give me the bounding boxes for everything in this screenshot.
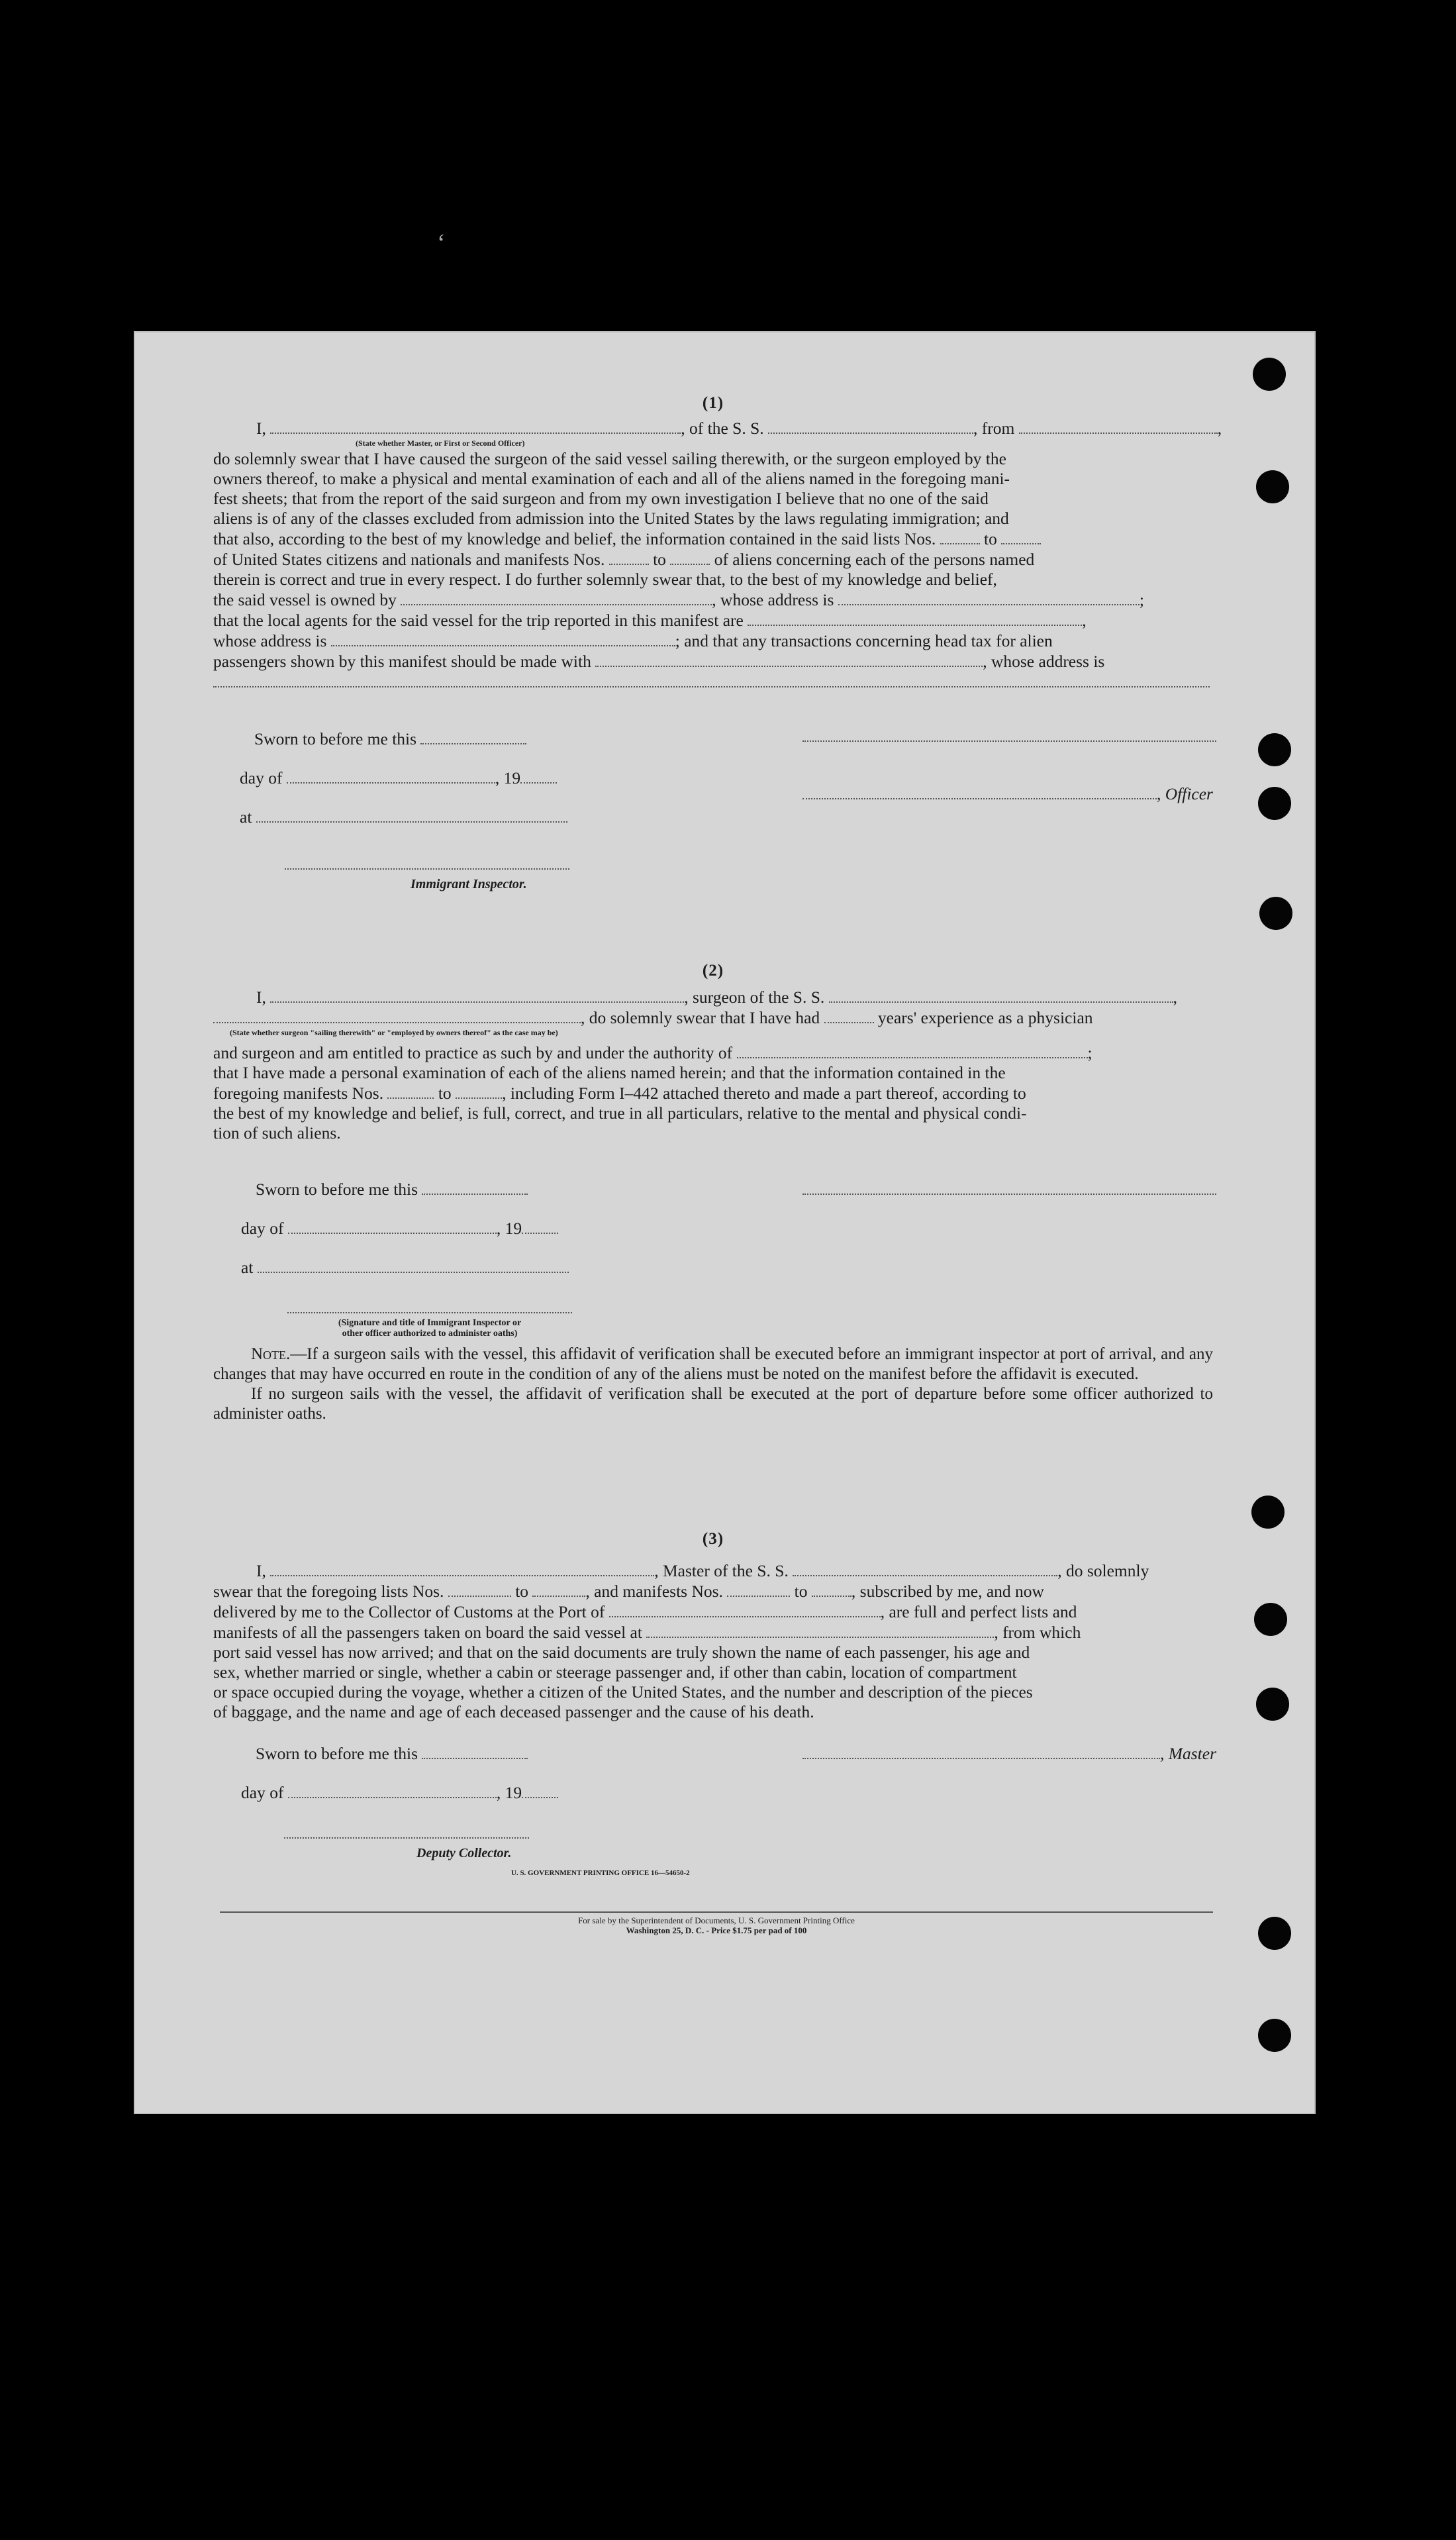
section-number: (3): [702, 1530, 724, 1548]
text: , including Form I–442 attached thereto and made a part thereof, according to: [502, 1084, 1026, 1103]
surgeon-status-field[interactable]: [213, 1007, 581, 1023]
text: , from: [973, 419, 1015, 438]
text: , surgeon of the S. S.: [684, 988, 825, 1007]
text: , whose address is: [983, 652, 1105, 671]
sworn-place-field[interactable]: [258, 1257, 569, 1273]
manifest-affidavit-page: [134, 331, 1316, 2114]
body-line: or space occupied during the voyage, whether a citizen of the United States, and the number and description of the pieces: [213, 1682, 1033, 1702]
collector-label: Deputy Collector.: [416, 1846, 512, 1860]
body-line: tion of such aliens.: [213, 1123, 341, 1143]
text: swear that the foregoing lists Nos.: [213, 1582, 444, 1601]
note-paragraph: [213, 1345, 1213, 1384]
binder-hole: [1258, 733, 1291, 766]
text: I,: [256, 988, 266, 1007]
sworn-place-field[interactable]: [256, 807, 567, 823]
text: , from which: [994, 1623, 1081, 1642]
year-prefix: , 19: [495, 768, 521, 787]
binder-hole: [1259, 897, 1292, 930]
binder-hole: [1258, 1917, 1291, 1950]
manifest-to-field-3[interactable]: [812, 1581, 851, 1597]
field-instruction: (State whether Master, or First or Second Officer): [356, 438, 525, 448]
years-field[interactable]: [824, 1007, 874, 1023]
note-block: [213, 1345, 1213, 1424]
from-port-field[interactable]: [1019, 418, 1218, 434]
text: ; and that any transactions concerning head tax for alien: [675, 631, 1053, 650]
footer-line: For sale by the Superintendent of Documents, U. S. Government Printing Office: [578, 1915, 855, 1925]
affidavit-master-officer: [213, 394, 1222, 692]
section-number: (1): [702, 394, 724, 412]
list-from-field-3[interactable]: [448, 1581, 511, 1597]
inspector-label: Immigrant Inspector.: [411, 877, 527, 891]
text: , and manifests Nos.: [585, 1582, 723, 1601]
at-label: at: [241, 1258, 254, 1277]
body-line: the said vessel is owned by: [213, 590, 397, 609]
binder-hole: [1251, 1496, 1285, 1529]
owner-field[interactable]: [401, 589, 712, 605]
manifest-from-field-2[interactable]: [387, 1083, 434, 1099]
day-of-label: day of: [240, 768, 283, 787]
sworn-block-2: [241, 1179, 704, 1339]
affidavit-master: [213, 1530, 1213, 1722]
sworn-day-field[interactable]: [420, 729, 526, 744]
sworn-label: Sworn to before me this: [256, 1744, 418, 1763]
surgeon-signature-block: [802, 1179, 1233, 1199]
text: foregoing manifests Nos.: [213, 1084, 384, 1103]
print-office-line: U. S. GOVERNMENT PRINTING OFFICE 16—54650-2: [511, 1869, 690, 1877]
sworn-year-field[interactable]: [522, 1782, 558, 1798]
binder-hole: [1254, 1603, 1287, 1636]
text: I,: [256, 419, 266, 438]
body-line: that also, according to the best of my knowledge and belief, the information contained in the said lists Nos.: [213, 529, 936, 548]
text: , are full and perfect lists and: [880, 1602, 1077, 1621]
inspector-signature-field-2[interactable]: [287, 1297, 572, 1313]
text: ,: [1217, 419, 1222, 438]
body-line: aliens is of any of the classes excluded from admission into the United States by the laws regulating immigration; and: [213, 509, 1009, 528]
officer-rank-field[interactable]: [270, 418, 681, 434]
agents-field[interactable]: [748, 610, 1082, 626]
body-line: that the local agents for the said vessel for the trip reported in this manifest are: [213, 611, 744, 630]
sworn-year-field[interactable]: [520, 768, 557, 784]
body-line: sex, whether married or single, whether a cabin or steerage passenger and, if other than cabin, location of compartment: [213, 1662, 1017, 1682]
text: to: [653, 550, 666, 569]
year-prefix: , 19: [496, 1783, 522, 1802]
body-line: owners thereof, to make a physical and mental examination of each and all of the aliens named in the foregoing mani-: [213, 469, 1010, 488]
owner-address-field[interactable]: [838, 589, 1140, 605]
authority-field[interactable]: [737, 1042, 1088, 1058]
text: , do solemnly: [1057, 1561, 1149, 1580]
ship-name-field-2[interactable]: [829, 987, 1173, 1003]
binder-hole: [1256, 470, 1289, 503]
officer-extra-field[interactable]: [802, 726, 1216, 742]
collector-signature-field[interactable]: [284, 1823, 529, 1839]
text: of aliens concerning each of the persons named: [714, 550, 1035, 569]
signature-note: (Signature and title of Immigrant Inspector or: [338, 1318, 522, 1328]
sworn-month-field[interactable]: [288, 1218, 497, 1234]
master-signature-block: [802, 1743, 1233, 1764]
text: , Master of the S. S.: [654, 1561, 789, 1580]
field-instruction: (State whether surgeon "sailing therewith" or "employed by owners thereof" as the case may be): [230, 1028, 558, 1037]
body-line: whose address is: [213, 631, 327, 650]
agents-address-field[interactable]: [331, 631, 675, 646]
master-signature-field[interactable]: [802, 1743, 1160, 1759]
port-field[interactable]: [609, 1601, 881, 1617]
manifest-from-field[interactable]: [609, 549, 649, 565]
list-from-field[interactable]: [940, 529, 980, 544]
text: to: [438, 1084, 452, 1103]
footer-rule: [220, 1911, 1213, 1913]
sworn-month-field[interactable]: [288, 1782, 497, 1798]
sworn-day-field[interactable]: [422, 1743, 528, 1759]
text: to: [515, 1582, 529, 1601]
text: and surgeon and am entitled to practice as such by and under the authority of: [213, 1043, 733, 1062]
boarding-port-field[interactable]: [646, 1622, 994, 1638]
body-line: port said vessel has now arrived; and that on the said documents are truly shown the name of each passenger, his age and: [213, 1643, 1030, 1662]
body-line: do solemnly swear that I have caused the surgeon of the said vessel sailing therewith, or the surgeon employed by the: [213, 449, 1006, 468]
affidavit-surgeon: (2) I, , surgeon of the S. S. , , do solemnly swear that I have had years' experience as a physician (State whether surgeon "sailing therewith" or "employed by owners thereof" as the case may be) and surgeon and am entitled to practice as such by and under the authority of ; that I have made a personal examination of each of the aliens named herein; and that the information contained in the foregoing manifests Nos. to , including Form I–442 attached thereto and made a part thereof, according to the best of my knowledge and belief, is full, correct, and true in all particulars, relative to the mental and physical condi- tion of such aliens.: [213, 962, 1213, 1143]
sworn-year-field[interactable]: [522, 1218, 558, 1234]
surgeon-name-field[interactable]: [270, 987, 684, 1003]
text: delivered by me to the Collector of Customs at the Port of: [213, 1602, 605, 1621]
body-line: fest sheets; that from the report of the said surgeon and from my own investigation I believe that no one of the said: [213, 489, 989, 508]
sworn-day-field[interactable]: [422, 1179, 528, 1195]
sworn-label: Sworn to before me this: [254, 729, 417, 748]
binder-hole: [1253, 358, 1286, 391]
officer-signature-block: [802, 726, 1233, 804]
text: I,: [256, 1561, 266, 1580]
manifest-to-field-2[interactable]: [456, 1083, 502, 1099]
body-line: of United States citizens and nationals and manifests Nos.: [213, 550, 605, 569]
manifest-to-field[interactable]: [670, 549, 710, 565]
manifest-from-field-3[interactable]: [727, 1581, 790, 1597]
ship-name-field[interactable]: [768, 418, 973, 434]
year-prefix: , 19: [496, 1219, 522, 1238]
section-number: (2): [702, 962, 724, 980]
binder-hole: [1258, 2019, 1291, 2052]
text: to: [794, 1582, 808, 1601]
master-name-field[interactable]: [270, 1560, 654, 1576]
sworn-label: Sworn to before me this: [256, 1180, 418, 1199]
body-line: that I have made a personal examination of each of the aliens named herein; and that the information contained in the: [213, 1063, 1006, 1082]
master-label: , Master: [1160, 1744, 1216, 1763]
ship-name-field-3[interactable]: [793, 1560, 1057, 1576]
affidavit-body: do solemnly swear that I have caused the surgeon of the said vessel sailing therewith, or the surgeon employed by the owners thereof, to make a physical and mental examination of each and all of the aliens named in the foregoing mani- fest sheets; that from the report of the said surgeon and from my own investigation I believe that no one of the said aliens is of any of the classes excluded from admission into the United States by the laws regulating immigration; and that also, according to the best of my knowledge and belief, the information contained in the said lists Nos. to of United States citizens and nationals and manifests Nos. to of aliens concerning each of the persons named therein is correct and true in every respect. I do further solemnly swear that, to the best of my knowledge and belief, the said vessel is owned by , whose address is ; that the local agents for the said vessel for the trip reported in this manifest are , whose address is ; and that any transactions concerning head tax for alien passengers shown by this manifest should be made with , whose address is: [213, 449, 1213, 692]
pencil-mark: ʻ: [437, 229, 446, 257]
list-to-field-3[interactable]: [532, 1581, 585, 1597]
inspector-signature-field[interactable]: [285, 854, 569, 870]
binder-hole: [1256, 1688, 1289, 1721]
text: years' experience as a physician: [877, 1008, 1093, 1027]
signature-note: other officer authorized to administer oaths): [342, 1329, 518, 1339]
day-of-label: day of: [241, 1783, 284, 1802]
text: , subscribed by me, and now: [851, 1582, 1044, 1601]
footer: [220, 1915, 1213, 1935]
head-tax-agent-field[interactable]: [595, 651, 983, 667]
list-to-field[interactable]: [1001, 529, 1041, 544]
sworn-month-field[interactable]: [287, 768, 495, 784]
officer-label: , Officer: [1157, 784, 1213, 803]
sworn-block-1: [240, 729, 703, 894]
binder-hole: [1258, 787, 1291, 820]
day-of-label: day of: [241, 1219, 284, 1238]
footer-line: Washington 25, D. C. - Price $1.75 per pad of 100: [626, 1925, 807, 1935]
note-label: Note.: [251, 1345, 291, 1363]
text: manifests of all the passengers taken on board the said vessel at: [213, 1623, 642, 1642]
body-line: the best of my knowledge and belief, is full, correct, and true in all particulars, relative to the mental and physical condi-: [213, 1103, 1027, 1123]
text: , whose address is: [712, 590, 834, 609]
surgeon-signature-field[interactable]: [802, 1179, 1216, 1195]
note-text: —If a surgeon sails with the vessel, this affidavit of verification shall be executed before an immigrant inspector at port of arrival, and any changes that may have occurred en route in the condition of any of the aliens must be noted on the manifest before the affidavit is executed.: [213, 1345, 1213, 1383]
at-label: at: [240, 807, 252, 827]
note-paragraph: If no surgeon sails with the vessel, the affidavit of verification shall be executed at the port of departure before some officer authorized to administer oaths.: [213, 1385, 1213, 1423]
body-line: therein is correct and true in every respect. I do further solemnly swear that, to the best of my knowledge and belief,: [213, 570, 997, 589]
head-tax-address-field[interactable]: [213, 672, 1210, 687]
text: to: [984, 529, 997, 548]
body-line: passengers shown by this manifest should be made with: [213, 652, 591, 671]
body-line: of baggage, and the name and age of each deceased passenger and the cause of his death.: [213, 1702, 814, 1721]
text: , of the S. S.: [681, 419, 764, 438]
officer-signature-field[interactable]: [802, 784, 1157, 799]
text: , do solemnly swear that I have had: [581, 1008, 820, 1027]
sworn-block-3: [241, 1743, 704, 1863]
